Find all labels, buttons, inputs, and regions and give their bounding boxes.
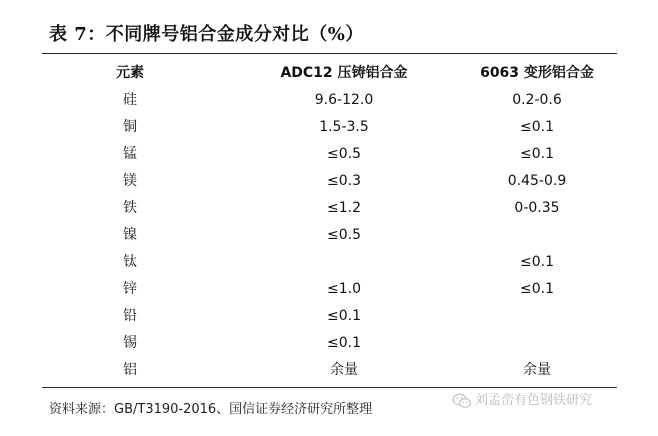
alloy6063-cell: ≤0.1: [520, 281, 554, 297]
element-cell: 锡: [123, 335, 137, 351]
adc12-cell: ≤0.1: [327, 335, 361, 351]
table-row: [0, 222, 658, 248]
table-row: [0, 114, 658, 140]
element-cell: 铅: [123, 308, 137, 324]
table-title: 表 7：不同牌号铝合金成分对比（%）: [49, 24, 364, 45]
table-row: [0, 303, 658, 329]
adc12-cell: ≤0.5: [327, 227, 361, 243]
alloy6063-cell: 0.2-0.6: [512, 92, 562, 108]
element-cell: 铁: [123, 200, 137, 216]
table-header-row: [0, 60, 658, 86]
adc12-cell: ≤0.1: [327, 308, 361, 324]
table-row: [0, 357, 658, 383]
source-note: 资料来源：GB/T3190-2016、国信证券经济研究所整理: [49, 402, 373, 417]
header-6063: 6063 变形铝合金: [480, 65, 594, 81]
alloy6063-cell: [462, 222, 612, 248]
element-cell: 镍: [123, 227, 137, 243]
table-top-rule: [42, 53, 617, 54]
watermark-text: 刘孟峦有色钢铁研究: [475, 393, 593, 408]
alloy6063-cell: ≤0.1: [520, 146, 554, 162]
adc12-cell: 1.5-3.5: [319, 119, 369, 135]
element-cell: 钛: [123, 254, 137, 270]
table-row: [0, 195, 658, 221]
alloy6063-cell: 0-0.35: [514, 200, 560, 216]
alloy6063-cell: [462, 303, 612, 329]
element-cell: 锌: [123, 281, 137, 297]
alloy6063-cell: 0.45-0.9: [507, 173, 567, 189]
table-row: [0, 168, 658, 194]
watermark: [452, 389, 592, 409]
adc12-cell: ≤1.2: [327, 200, 361, 216]
adc12-cell: ≤0.5: [327, 146, 361, 162]
adc12-cell: 余量: [330, 362, 358, 378]
alloy6063-cell: ≤0.1: [520, 254, 554, 270]
table-row: [0, 141, 658, 167]
table-row: [0, 330, 658, 356]
adc12-cell: ≤1.0: [327, 281, 361, 297]
element-cell: 锰: [123, 146, 137, 162]
header-adc12: ADC12 压铸铝合金: [280, 65, 408, 81]
table-row: [0, 87, 658, 113]
element-cell: 铝: [123, 362, 137, 378]
alloy6063-cell: [462, 330, 612, 356]
alloy6063-cell: 余量: [523, 362, 551, 378]
wechat-icon: [452, 393, 472, 409]
element-cell: 镁: [123, 173, 137, 189]
table-row: [0, 276, 658, 302]
adc12-cell: 9.6-12.0: [314, 92, 374, 108]
table-bottom-rule: [42, 387, 617, 388]
adc12-cell: ≤0.3: [327, 173, 361, 189]
table-row: [0, 249, 658, 275]
element-cell: 硅: [123, 92, 137, 108]
header-element: 元素: [116, 65, 144, 81]
alloy6063-cell: ≤0.1: [520, 119, 554, 135]
adc12-cell: [264, 249, 424, 275]
element-cell: 铜: [123, 119, 137, 135]
